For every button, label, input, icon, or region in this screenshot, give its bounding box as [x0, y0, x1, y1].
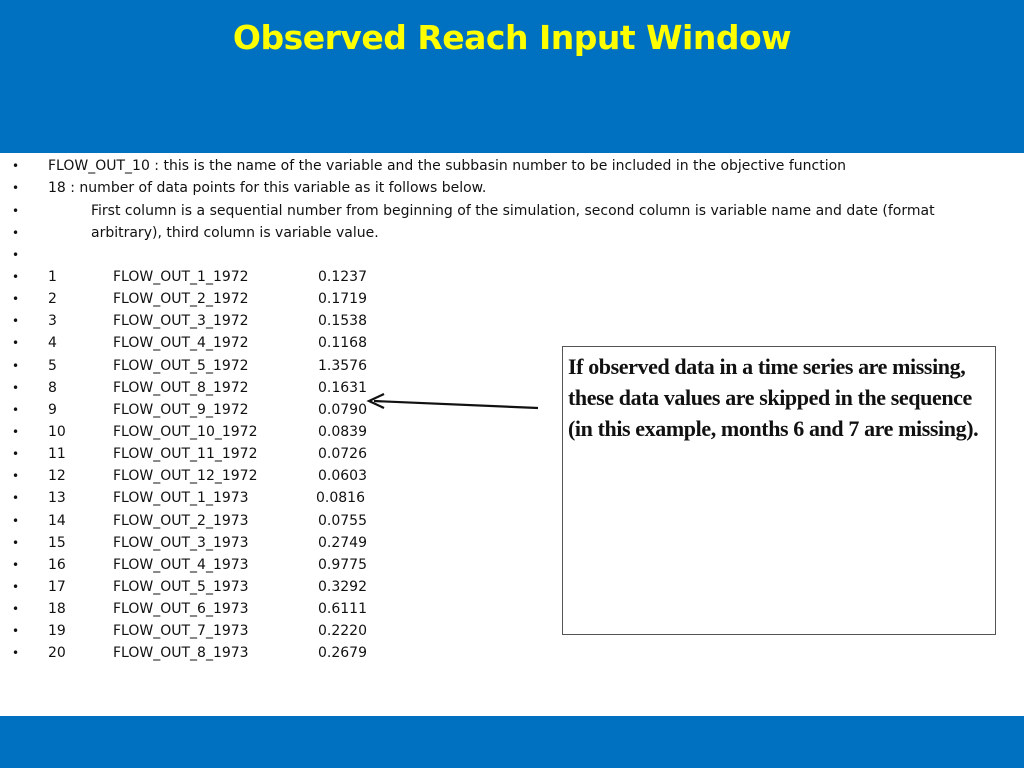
bullet-icon: •: [12, 558, 20, 572]
row-variable: FLOW_OUT_11_1972: [113, 446, 258, 462]
intro-text: FLOW_OUT_10 : this is the name of the variable and the subbasin number to be included in the objective function: [48, 158, 847, 174]
row-number: 11: [48, 446, 66, 462]
row-value: 0.1538: [318, 313, 367, 329]
row-number: 5: [48, 358, 57, 374]
intro-text: First column is a sequential number from beginning of the simulation, second column is variable name and date (format: [91, 203, 935, 219]
bullet-icon: •: [12, 602, 20, 616]
row-value: 0.0816: [316, 490, 365, 506]
row-value: 0.2679: [318, 645, 367, 661]
row-variable: FLOW_OUT_3_1972: [113, 313, 249, 329]
row-value: 0.1631: [318, 380, 367, 396]
row-value: 0.2220: [318, 623, 367, 639]
row-variable: FLOW_OUT_5_1972: [113, 358, 249, 374]
row-value: 0.0726: [318, 446, 367, 462]
bullet-icon: •: [12, 403, 20, 417]
bullet-icon: •: [12, 536, 20, 550]
row-variable: FLOW_OUT_3_1973: [113, 535, 249, 551]
footer-band: [0, 716, 1024, 768]
row-number: 12: [48, 468, 66, 484]
row-number: 2: [48, 291, 57, 307]
row-variable: FLOW_OUT_7_1973: [113, 623, 249, 639]
row-variable: FLOW_OUT_4_1973: [113, 557, 249, 573]
missing-data-callout: If observed data in a time series are missing, these data values are skipped in the sequence (in this example, months 6 and 7 are missing).: [562, 346, 996, 635]
bullet-icon: •: [12, 514, 20, 528]
row-number: 3: [48, 313, 57, 329]
bullet-icon: •: [12, 159, 20, 173]
row-number: 10: [48, 424, 66, 440]
row-value: 0.0839: [318, 424, 367, 440]
bullet-icon: •: [12, 181, 20, 195]
row-value: 0.0755: [318, 513, 367, 529]
bullet-icon: •: [12, 359, 20, 373]
slide-title: Observed Reach Input Window: [232, 18, 792, 57]
row-variable: FLOW_OUT_12_1972: [113, 468, 258, 484]
row-variable: FLOW_OUT_10_1972: [113, 424, 258, 440]
row-variable: FLOW_OUT_8_1973: [113, 645, 249, 661]
bullet-icon: •: [12, 270, 20, 284]
row-number: 19: [48, 623, 66, 639]
intro-text: 18 : number of data points for this variable as it follows below.: [48, 180, 487, 196]
row-variable: FLOW_OUT_8_1972: [113, 380, 249, 396]
data-row: [0, 288, 1024, 310]
bullet-icon: •: [12, 491, 20, 505]
intro-line: [0, 177, 1024, 199]
intro-line: [0, 200, 1024, 222]
bullet-icon: •: [12, 580, 20, 594]
row-number: 20: [48, 645, 66, 661]
bullet-icon: •: [12, 425, 20, 439]
bullet-icon: •: [12, 624, 20, 638]
row-number: 13: [48, 490, 66, 506]
row-number: 14: [48, 513, 66, 529]
row-value: 0.6111: [318, 601, 367, 617]
row-number: 8: [48, 380, 57, 396]
intro-line: [0, 155, 1024, 177]
bullet-icon: •: [12, 447, 20, 461]
row-variable: FLOW_OUT_1_1972: [113, 269, 249, 285]
row-variable: FLOW_OUT_5_1973: [113, 579, 249, 595]
data-row: [0, 642, 1024, 664]
bullet-icon: •: [12, 248, 20, 262]
row-value: 0.0603: [318, 468, 367, 484]
row-value: 0.1168: [318, 335, 367, 351]
data-row: [0, 310, 1024, 332]
bullet-icon: •: [12, 204, 20, 218]
row-value: 0.9775: [318, 557, 367, 573]
row-variable: FLOW_OUT_6_1973: [113, 601, 249, 617]
row-variable: FLOW_OUT_4_1972: [113, 335, 249, 351]
row-value: 0.1237: [318, 269, 367, 285]
row-variable: FLOW_OUT_2_1972: [113, 291, 249, 307]
intro-line: [0, 222, 1024, 244]
row-number: 16: [48, 557, 66, 573]
bullet-icon: •: [12, 336, 20, 350]
bullet-icon: •: [12, 314, 20, 328]
bullet-icon: •: [12, 226, 20, 240]
bullet-icon: •: [12, 646, 20, 660]
bullet-icon: •: [12, 292, 20, 306]
intro-text: arbitrary), third column is variable value.: [91, 225, 379, 241]
row-variable: FLOW_OUT_9_1972: [113, 402, 249, 418]
row-number: 9: [48, 402, 57, 418]
row-number: 18: [48, 601, 66, 617]
bullet-icon: •: [12, 469, 20, 483]
row-number: 1: [48, 269, 57, 285]
row-number: 4: [48, 335, 57, 351]
row-value: 0.3292: [318, 579, 367, 595]
row-number: 15: [48, 535, 66, 551]
row-value: 0.2749: [318, 535, 367, 551]
row-variable: FLOW_OUT_2_1973: [113, 513, 249, 529]
data-row: [0, 266, 1024, 288]
bullet-icon: •: [12, 381, 20, 395]
row-value: 0.0790: [318, 402, 367, 418]
row-value: 1.3576: [318, 358, 367, 374]
row-variable: FLOW_OUT_1_1973: [113, 490, 249, 506]
intro-line: [0, 244, 1024, 266]
row-value: 0.1719: [318, 291, 367, 307]
row-number: 17: [48, 579, 66, 595]
